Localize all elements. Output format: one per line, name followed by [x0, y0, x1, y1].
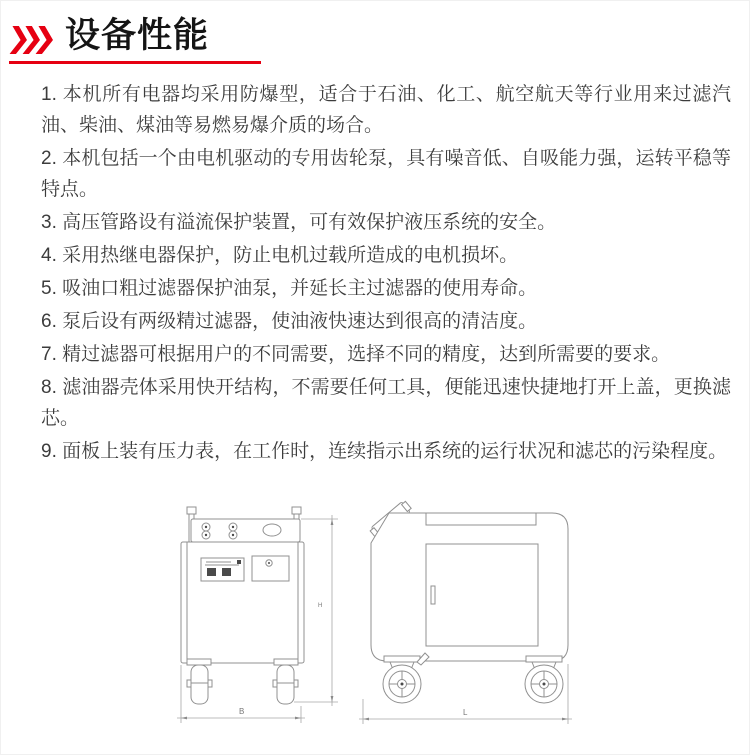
- feature-item: 8. 滤油器壳体采用快开结构，不需要任何工具，便能迅速快捷地打开上盖，更换滤芯。: [41, 377, 731, 429]
- svg-text:H: H: [318, 603, 323, 609]
- front-left-wheel: [187, 659, 212, 704]
- feature-item: 2. 本机包括一个由电机驱动的专用齿轮泵，具有噪音低、自吸能力强，运转平稳等特点。: [41, 148, 731, 200]
- side-right-caster: [525, 656, 563, 703]
- front-right-wheel: [273, 659, 298, 704]
- svg-text:B: B: [239, 707, 245, 716]
- dimension-height-h: [301, 515, 338, 706]
- panel-button: [222, 568, 231, 576]
- feature-item: 5. 吸油口粗过滤器保护油泵，并延长主过滤器的使用寿命。: [41, 278, 538, 299]
- top-lid: [426, 513, 536, 525]
- front-view-drawing: [151, 486, 351, 751]
- triple-chevron-icon: [11, 26, 50, 54]
- feature-item: 3. 高压管路设有溢流保护装置，可有效保护液压系统的安全。: [41, 212, 557, 233]
- pressure-gauge-box: [252, 556, 289, 581]
- feature-list: [41, 79, 731, 469]
- feature-item: 9. 面板上装有压力表，在工作时，连续指示出系统的运行状况和滤芯的污染程度。: [41, 441, 728, 462]
- feature-item: 7. 精过滤器可根据用户的不同需要，选择不同的精度，达到所需要的要求。: [41, 344, 671, 365]
- feature-item: 6. 泵后设有两级精过滤器，使油液快速达到很高的清洁度。: [41, 311, 538, 332]
- control-panel: [201, 558, 244, 581]
- svg-text:L: L: [463, 708, 468, 717]
- panel-button: [207, 568, 216, 576]
- side-view-drawing: [359, 486, 581, 751]
- feature-item: 1. 本机所有电器均采用防爆型，适合于石油、化工、航空航天等行业用来过滤汽油、柴油、煤油等易燃易爆介质的场合。: [41, 84, 731, 136]
- feature-item: 4. 采用热继电器保护，防止电机过载所造成的电机损坏。: [41, 245, 519, 266]
- side-left-caster: [383, 653, 429, 703]
- title-underline: [9, 61, 261, 64]
- chevron-glyph: [10, 26, 29, 54]
- page-title: 设备性能: [65, 16, 210, 55]
